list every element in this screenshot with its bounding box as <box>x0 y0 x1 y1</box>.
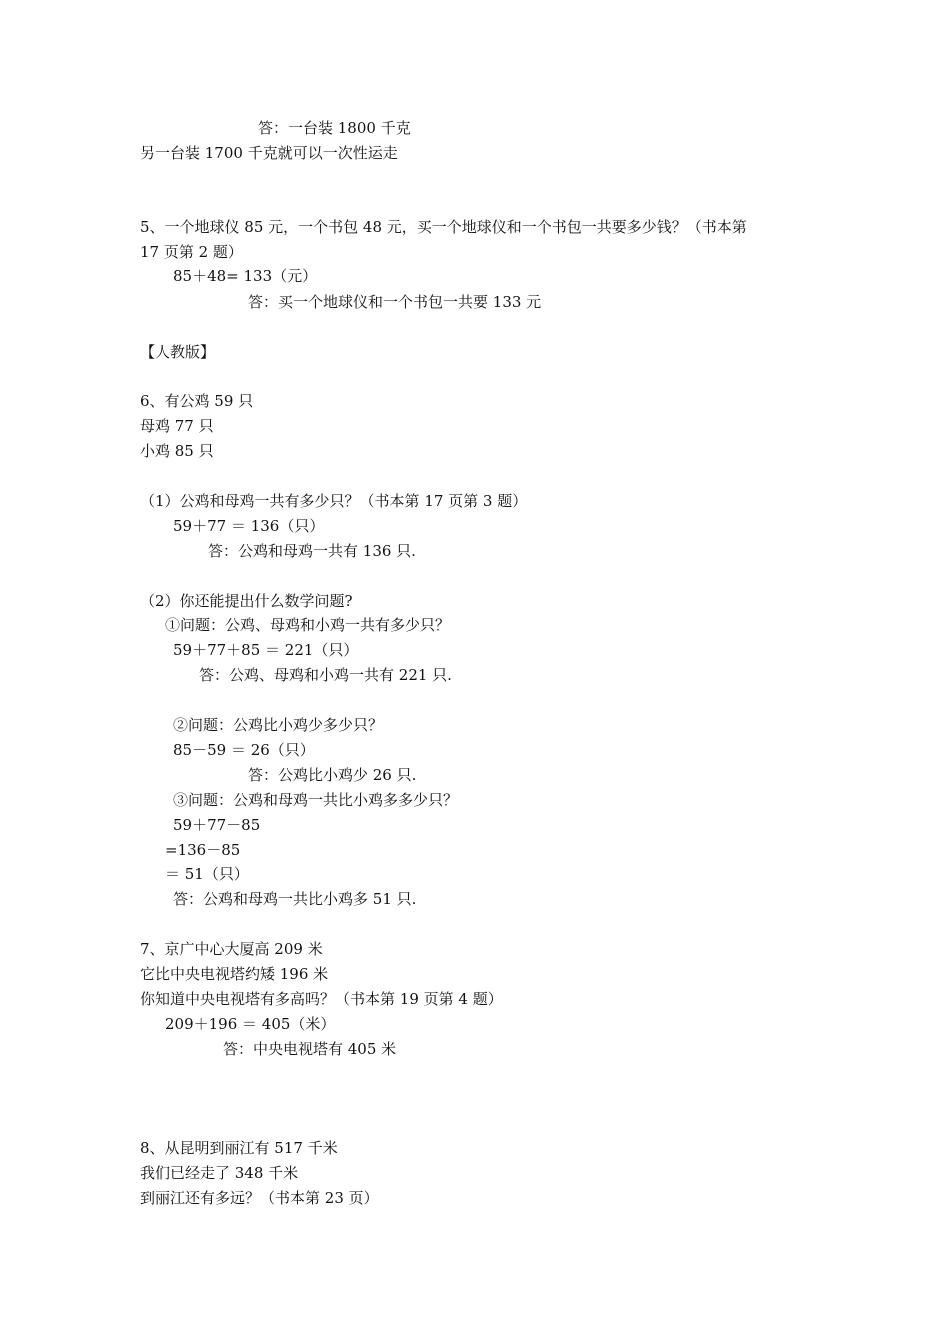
equation: 59＋77－85 <box>173 816 261 834</box>
answer-line: 答：公鸡比小鸡少 26 只. <box>248 766 417 784</box>
answer-line: 答：公鸡和母鸡一共有 136 只. <box>208 542 416 560</box>
equation-result: ＝ 51（只） <box>165 865 249 883</box>
question-7-line: 它比中央电视塔约矮 196 米 <box>140 965 329 983</box>
sub-question-1: （1）公鸡和母鸡一共有多少只？（书本第 17 页第 3 题） <box>140 492 528 510</box>
section-heading: 【人教版】 <box>140 343 216 361</box>
equation: 85－59 ＝ 26（只） <box>173 741 315 759</box>
question-8: 8、从昆明到丽江有 517 千米 <box>140 1139 338 1157</box>
answer-line-continued: 另一台装 1700 千克就可以一次性运走 <box>140 144 398 162</box>
question-6-line: 小鸡 85 只 <box>140 442 214 460</box>
question-8-line: 到丽江还有多远？（书本第 23 页） <box>140 1189 379 1207</box>
answer-line: 答：公鸡、母鸡和小鸡一共有 221 只. <box>199 666 452 684</box>
question-5-continued: 17 页第 2 题） <box>140 243 243 261</box>
equation: 59＋77＋85 ＝ 221（只） <box>173 641 359 659</box>
answer-line: 答：公鸡和母鸡一共比小鸡多 51 只. <box>173 890 417 908</box>
answer-line: 答：中央电视塔有 405 米 <box>223 1040 397 1058</box>
question-7: 7、京广中心大厦高 209 米 <box>140 940 323 958</box>
question-5: 5、一个地球仪 85 元，一个书包 48 元，买一个地球仪和一个书包一共要多少钱？（书本第 <box>140 218 747 236</box>
question-6: 6、有公鸡 59 只 <box>140 392 254 410</box>
problem-1: ①问题：公鸡、母鸡和小鸡一共有多少只？ <box>165 616 451 634</box>
question-6-line: 母鸡 77 只 <box>140 417 214 435</box>
question-8-line: 我们已经走了 348 千米 <box>140 1164 299 1182</box>
equation-step: =136－85 <box>165 841 241 859</box>
answer-line: 答：一台装 1800 千克 <box>258 119 411 137</box>
question-7-line: 你知道中央电视塔有多高吗？（书本第 19 页第 4 题） <box>140 990 503 1008</box>
problem-3: ③问题：公鸡和母鸡一共比小鸡多多少只？ <box>173 791 459 809</box>
answer-line: 答：买一个地球仪和一个书包一共要 133 元 <box>248 293 542 311</box>
equation: 209＋196 ＝ 405（米） <box>165 1015 336 1033</box>
equation: 85＋48= 133（元） <box>173 267 318 285</box>
problem-2: ②问题：公鸡比小鸡少多少只？ <box>173 716 384 734</box>
sub-question-2: （2）你还能提出什么数学问题? <box>140 592 353 610</box>
equation: 59＋77 ＝ 136（只） <box>173 517 325 535</box>
